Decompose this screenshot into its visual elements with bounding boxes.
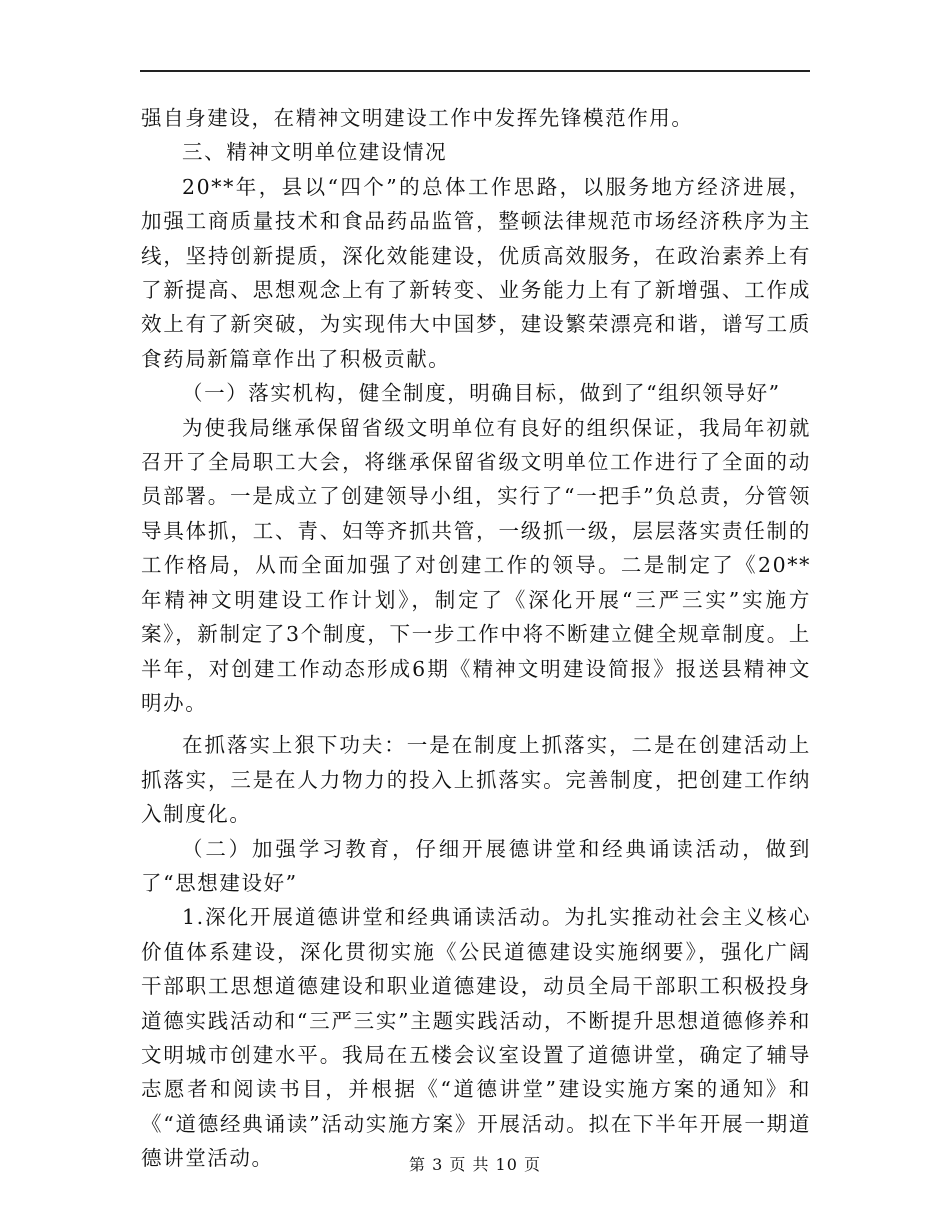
section-heading-3: 三、精神文明单位建设情况 bbox=[182, 140, 448, 165]
paragraph-organization: 为使我局继承保留省级文明单位有良好的组织保证，我局年初就召开了全局职工大会，将继承保留省级文明单位工作进行了全面的动员部署。一是成立了创建领导小组，实行了“一把手”负总责，分管领导具体抓，工、青、妇等齐抓共管，一级抓一级，层层落实责任制的工作格局，从而全面加强了对创建工作的领导。二是制定了《20**年精神文明建设工作计划》，制定了《深化开展“三严三实”实施方案》，新制定了3个制度，下一步工作中将不断建立健全规章制度。上半年，对创建工作动态形成6期《精神文明建设简报》报送县精神文明办。 bbox=[141, 415, 811, 715]
paragraph-implementation: 在抓落实上狠下功夫：一是在制度上抓落实，二是在创建活动上抓落实，三是在人力物力的投入上抓落实。完善制度，把创建工作纳入制度化。 bbox=[141, 733, 811, 827]
paragraph-moral-lecture: 1.深化开展道德讲堂和经典诵读活动。为扎实推动社会主义核心价值体系建设，深化贯彻实施《公民道德建设实施纲要》，强化广阔干部职工思想道德建设和职业道德建设，动员全局干部职工积极投身道德实践活动和“三严三实”主题实践活动，不断提升思想道德修养和文明城市创建水平。我局在五楼会议室设置了道德讲堂，确定了辅导志愿者和阅读书目，并根据《“道德讲堂”建设实施方案的通知》和《“道德经典诵读”活动实施方案》开展活动。拟在下半年开展一期道德讲堂活动。 bbox=[141, 905, 811, 1171]
header-rule bbox=[140, 70, 810, 72]
subheading-2: （二）加强学习教育，仔细开展德讲堂和经典诵读活动，做到了“思想建设好” bbox=[141, 836, 811, 895]
paragraph-overview: 20**年，县以“四个”的总体工作思路，以服务地方经济进展，加强工商质量技术和食品药品监管，整顿法律规范市场经济秩序为主线，坚持创新提质，深化效能建设，优质高效服务，在政治素养上有了新提高、思想观念上有了新转变、业务能力上有了新增强、工作成效上有了新突破，为实现伟大中国梦，建设繁荣漂亮和谐，谱写工质食药局新篇章作出了积极贡献。 bbox=[141, 174, 811, 371]
page-number: 第 3 页 共 10 页 bbox=[409, 1155, 541, 1174]
document-body bbox=[141, 101, 811, 1176]
paragraph-1: 强自身建设，在精神文明建设工作中发挥先锋模范作用。 bbox=[141, 106, 694, 130]
subheading-1: （一）落实机构，健全制度，明确目标，做到了“组织领导好” bbox=[182, 381, 781, 406]
